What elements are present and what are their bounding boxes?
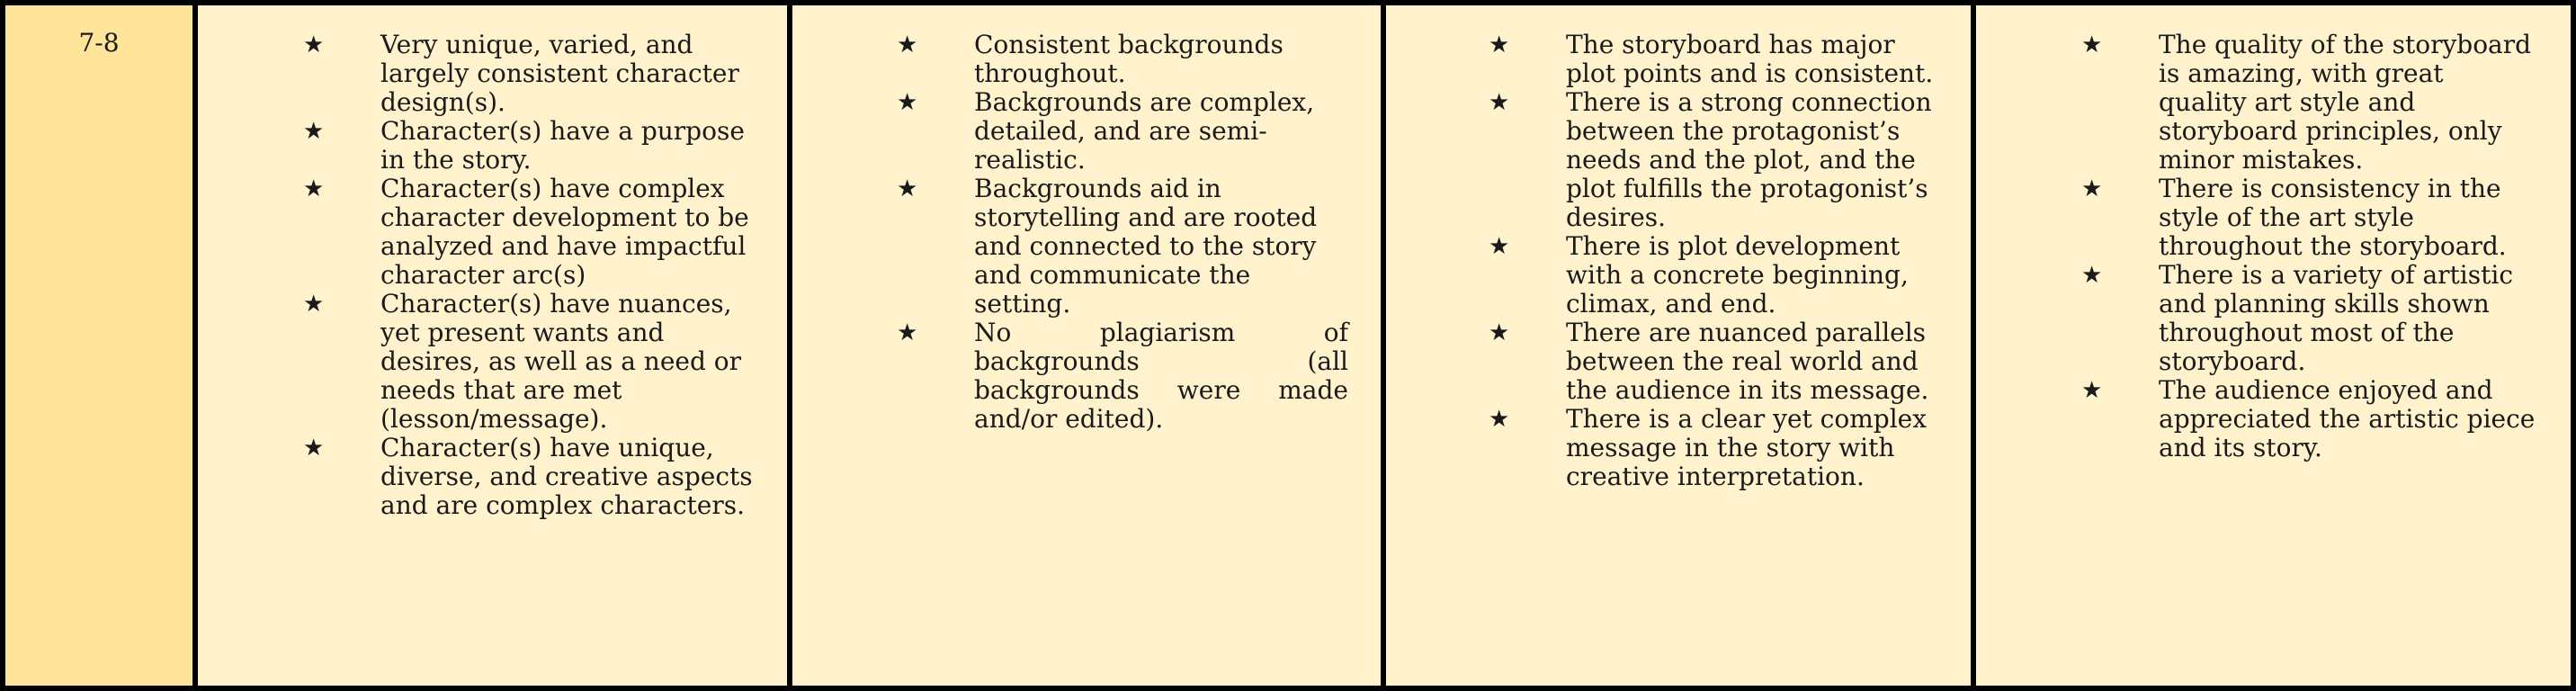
background-criteria-cell [792,5,1386,686]
star-icon: ★ [2081,262,2103,289]
star-icon: ★ [303,31,325,58]
list-item: ★ Very unique, varied, and largely consistent character design(s). [303,30,739,117]
star-icon: ★ [897,89,918,116]
list-item: ★ Character(s) have unique, diverse, and creative aspects and are complex characters. [303,433,753,520]
list-item: ★ There is plot development with a concrete beginning, climax, and end. [1489,231,1909,319]
list-item: ★ There is a clear yet complex message in the story with creative interpretation. [1489,404,1928,491]
list-item: ★ There is a strong connection between the protagonist’s needs and the plot, and the plot fulfills the protagonist’s desires. [1489,87,1932,232]
star-icon: ★ [2081,175,2103,202]
star-icon: ★ [1489,233,1510,260]
star-icon: ★ [897,319,918,346]
quality-criteria-list [1976,5,2571,462]
star-icon: ★ [303,435,325,462]
star-icon: ★ [897,175,918,202]
star-icon: ★ [2081,377,2103,404]
plot-criteria-cell [1386,5,1976,686]
list-item: ★ Character(s) have a purpose in the story. [303,116,745,175]
star-icon: ★ [2081,31,2103,58]
list-item: ★ There is a variety of artistic and planning skills shown throughout most of the storyboard. [2081,260,2514,376]
character-criteria-cell [198,5,792,686]
list-item: ★ Backgrounds are complex, detailed, and are semi-realistic. [897,87,1315,175]
star-icon: ★ [303,118,325,145]
plot-criteria-list [1386,5,1971,491]
score-cell [5,5,198,686]
quality-criteria-cell [1976,5,2571,686]
list-item: ★ Character(s) have nuances, yet present wants and desires, as well as a need or needs that are met (lesson/message). [303,289,742,434]
star-icon: ★ [897,31,918,58]
star-icon: ★ [303,291,325,318]
list-item: ★ There is consistency in the style of the art style throughout the storyboard. [2081,174,2507,261]
background-criteria-list [792,5,1381,434]
list-item: ★ Backgrounds aid in storytelling and are rooted and connected to the story and communicate the setting. [897,174,1318,319]
character-criteria-list [198,5,787,520]
star-icon: ★ [1489,319,1510,346]
list-item: ★ The storyboard has major plot points and is consistent. [1489,30,1934,88]
star-icon: ★ [303,175,325,202]
list-item: ★ Consistent backgrounds throughout. [897,30,1284,88]
star-icon: ★ [1489,89,1510,116]
list-item: ★ Character(s) have complex character development to be analyzed and have impactful character arc(s) [303,174,749,290]
list-item: ★ There are nuanced parallels between the real world and the audience in its message. [1489,318,1929,405]
list-item: ★ The audience enjoyed and appreciated the artistic piece and its story. [2081,375,2536,462]
list-item: ★ The quality of the storyboard is amazing, with great quality art style and storyboard principles, only minor mistakes. [2081,30,2532,175]
list-item: ★ No plagiarism of backgrounds (all backgrounds were made and/or edited). [897,318,1348,434]
star-icon: ★ [1489,31,1510,58]
star-icon: ★ [1489,406,1510,433]
score-label: 7-8 [78,28,120,58]
